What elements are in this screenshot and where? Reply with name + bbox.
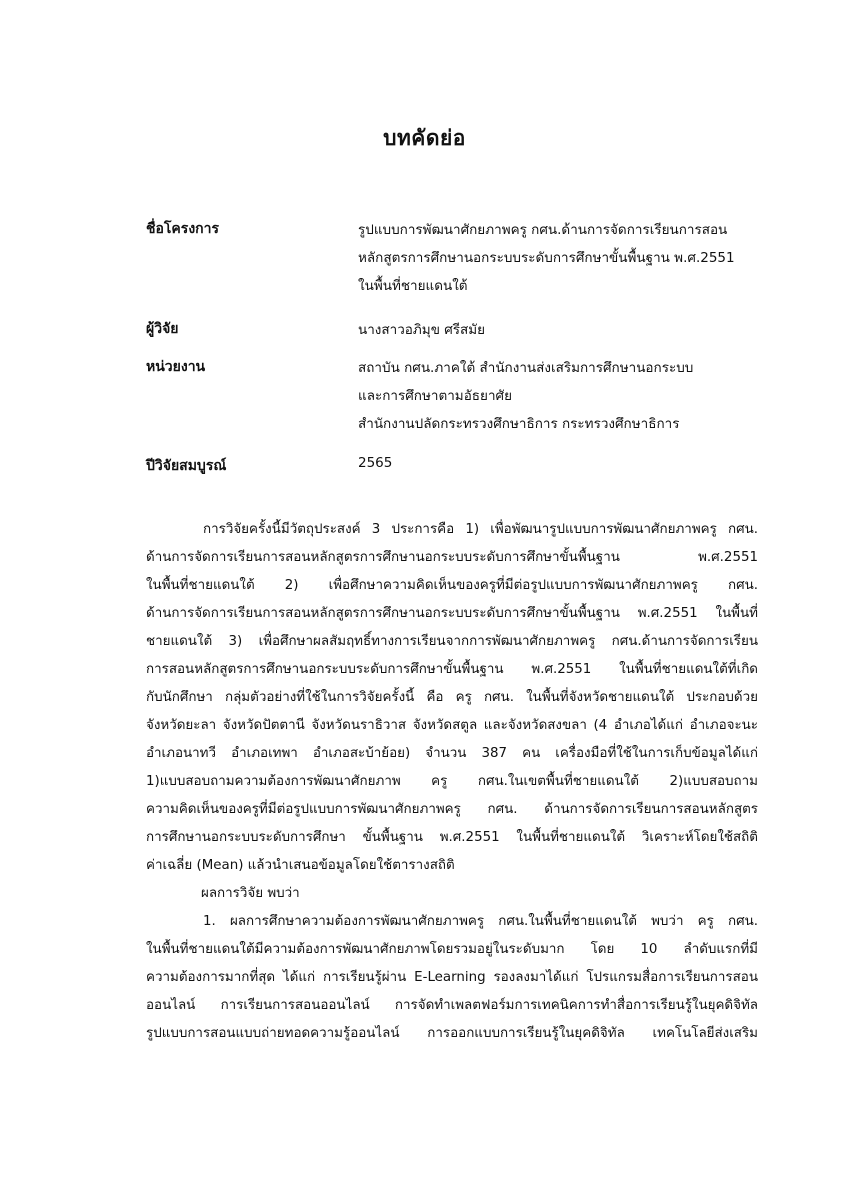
- results-line: รูปแบบการสอนแบบถ่ายทอดความรู้ออนไลน์ การออกแบบการเรียนรู้ในยุคดิจิทัล เทคโนโลยีส่งเสริม: [146, 1026, 758, 1041]
- abstract-line: ในพื้นที่ชายแดนใต้ 2) เพื่อศึกษาความคิดเห็นของครูที่มีต่อรูปแบบการพัฒนาศักยภาพครู กศน.: [146, 578, 758, 593]
- researcher-label: ผู้วิจัย: [146, 321, 179, 337]
- agency-line: สถาบัน กศน.ภาคใต้ สำนักงานส่งเสริมการศึกษานอกระบบ: [358, 360, 694, 376]
- results-line: ออนไลน์ การเรียนการสอนออนไลน์ การจัดทำเพลตฟอร์มการเทคนิคการทำสื่อการเรียนรู้ในยุคดิจิทัล: [146, 998, 758, 1013]
- abstract-line: การศึกษานอกระบบระดับการศึกษา ขั้นพื้นฐาน พ.ศ.2551 ในพื้นที่ชายแดนใต้ วิเคราะห์โดยใช้สถิติ: [146, 830, 758, 845]
- abstract-line: การวิจัยครั้งนี้มีวัตถุประสงค์ 3 ประการคือ 1) เพื่อพัฒนารูปแบบการพัฒนาศักยภาพครู กศน.: [203, 522, 758, 537]
- abstract-line: ด้านการจัดการเรียนการสอนหลักสูตรการศึกษานอกระบบระดับการศึกษาขั้นพื้นฐาน พ.ศ.2551 ในพื้นที่: [146, 606, 758, 621]
- year-value: 2565: [358, 455, 393, 471]
- project-line: รูปแบบการพัฒนาศักยภาพครู กศน.ด้านการจัดการเรียนการสอน: [358, 222, 728, 238]
- page-title: บทคัดย่อ: [383, 126, 466, 150]
- abstract-line: ความคิดเห็นของครูที่มีต่อรูปแบบการพัฒนาศักยภาพครู กศน. ด้านการจัดการเรียนการสอนหลักสูตร: [146, 802, 758, 817]
- abstract-line: อำเภอนาทวี อำเภอเทพา อำเภอสะบ้าย้อย) จำนวน 387 คน เครื่องมือที่ใช้ในการเก็บข้อมูลได้แก่: [146, 746, 758, 761]
- agency-line: สำนักงานปลัดกระทรวงศึกษาธิการ กระทรวงศึกษาธิการ: [358, 416, 680, 432]
- abstract-line: ด้านการจัดการเรียนการสอนหลักสูตรการศึกษานอกระบบระดับการศึกษาขั้นพื้นฐาน พ.ศ.2551: [146, 550, 758, 565]
- abstract-line: ชายแดนใต้ 3) เพื่อศึกษาผลสัมฤทธิ์ทางการเรียนจากการพัฒนาศักยภาพครู กศน.ด้านการจัดการเรียน: [146, 634, 758, 649]
- results-heading: ผลการวิจัย พบว่า: [201, 886, 300, 901]
- project-line: หลักสูตรการศึกษานอกระบบระดับการศึกษาขั้นพื้นฐาน พ.ศ.2551: [358, 250, 735, 266]
- agency-line: และการศึกษาตามอัธยาศัย: [358, 388, 513, 404]
- agency-label: หน่วยงาน: [146, 359, 206, 375]
- abstract-line: ค่าเฉลี่ย (Mean) แล้วนำเสนอข้อมูลโดยใช้ตารางสถิติ: [146, 858, 455, 873]
- project-line: ในพื้นที่ชายแดนใต้: [358, 278, 468, 294]
- researcher-value: นางสาวอภิมุข ศรีสมัย: [358, 322, 486, 338]
- results-line: ในพื้นที่ชายแดนใต้มีความต้องการพัฒนาศักยภาพโดยรวมอยู่ในระดับมาก โดย 10 ลำดับแรกที่มี: [146, 942, 758, 957]
- abstract-line: 1)แบบสอบถามความต้องการพัฒนาศักยภาพ ครู กศน.ในเขตพื้นที่ชายแดนใต้ 2)แบบสอบถาม: [146, 774, 758, 789]
- year-label: ปีวิจัยสมบูรณ์: [146, 458, 227, 474]
- abstract-line: จังหวัดยะลา จังหวัดปัตตานี จังหวัดนราธิวาส จังหวัดสตูล และจังหวัดสงขลา (4 อำเภอได้แก่ อำเภอจะนะ: [146, 718, 758, 733]
- abstract-line: กับนักศึกษา กลุ่มตัวอย่างที่ใช้ในการวิจัยครั้งนี้ คือ ครู กศน. ในพื้นที่จังหวัดชายแดนใต้ ประกอบด้วย: [146, 690, 758, 705]
- abstract-line: การสอนหลักสูตรการศึกษานอกระบบระดับการศึกษาขั้นพื้นฐาน พ.ศ.2551 ในพื้นที่ชายแดนใต้ที่เกิด: [146, 662, 758, 677]
- results-line: 1. ผลการศึกษาความต้องการพัฒนาศักยภาพครู กศน.ในพื้นที่ชายแดนใต้ พบว่า ครู กศน.: [203, 914, 758, 929]
- results-line: ความต้องการมากที่สุด ได้แก่ การเรียนรู้ผ่าน E-Learning รองลงมาได้แก่ โปรแกรมสื่อการเรียนการสอน: [146, 970, 758, 985]
- project-label: ชื่อโครงการ: [146, 221, 220, 237]
